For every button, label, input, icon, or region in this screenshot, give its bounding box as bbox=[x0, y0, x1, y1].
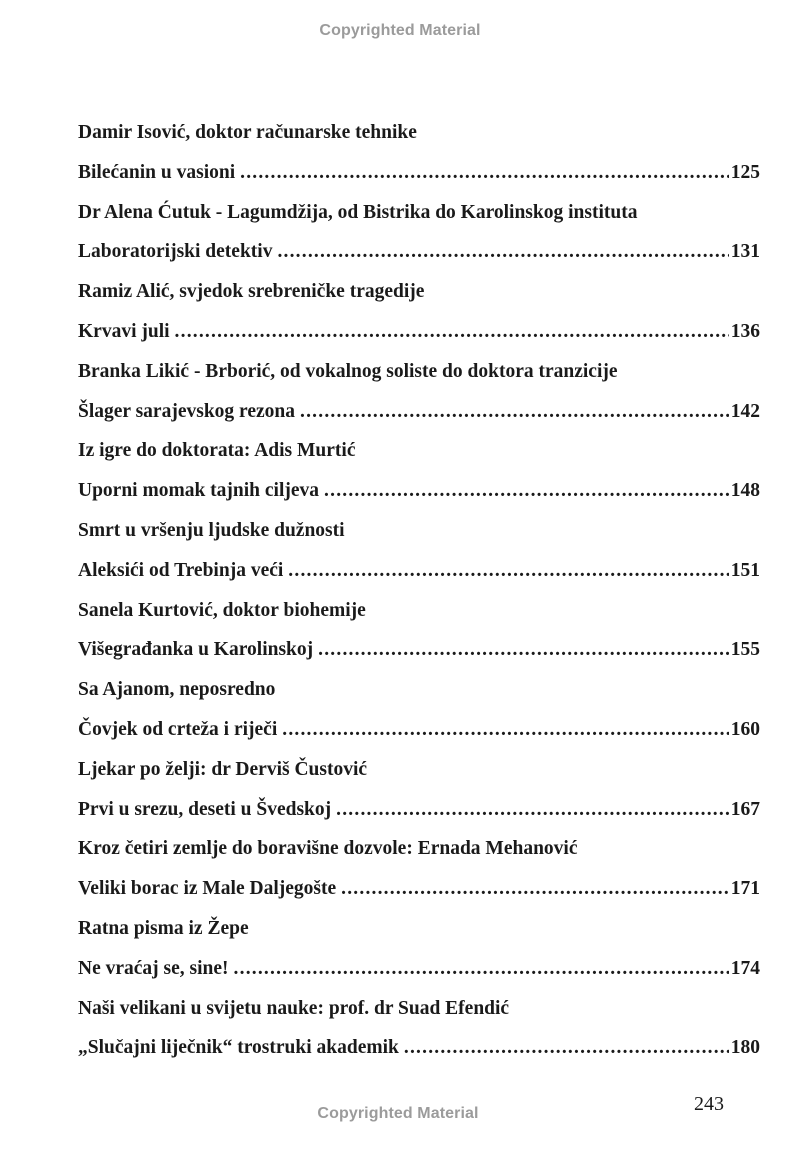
toc-entry-title-line bbox=[78, 312, 760, 352]
toc-entry-subtitle: Sanela Kurtović, doktor biohemije bbox=[78, 599, 366, 621]
toc-entry-subtitle: Ljekar po želji: dr Derviš Čustović bbox=[78, 758, 368, 780]
dot-leader bbox=[277, 232, 728, 272]
toc-entry-subtitle: Naši velikani u svijetu nauke: prof. dr Suad Efendić bbox=[78, 997, 510, 1019]
toc-entry-title-line bbox=[78, 471, 760, 511]
dot-leader bbox=[234, 949, 729, 989]
toc-entry-title-line bbox=[78, 710, 760, 750]
dot-leader bbox=[288, 551, 728, 591]
toc-entry-title-line bbox=[78, 630, 760, 670]
toc-entry-title-line bbox=[78, 232, 760, 272]
toc-entry-subtitle: Ramiz Alić, svjedok srebreničke tragedije bbox=[78, 281, 425, 303]
toc-entry-page: 148 bbox=[730, 480, 760, 502]
toc-entry bbox=[78, 113, 760, 193]
toc-entry bbox=[78, 272, 760, 352]
dot-leader bbox=[175, 312, 729, 352]
toc-entry-page: 131 bbox=[730, 241, 760, 263]
toc-entry bbox=[78, 750, 760, 830]
toc-entry-title: Uporni momak tajnih ciljeva bbox=[78, 480, 320, 502]
toc-entry-title: Veliki borac iz Male Daljegošte bbox=[78, 878, 337, 900]
toc-entry-subtitle: Kroz četiri zemlje do boravišne dozvole: Ernada Mehanović bbox=[78, 838, 578, 860]
toc-entry-page: 125 bbox=[730, 161, 760, 183]
toc-entry-title-line bbox=[78, 949, 760, 989]
dot-leader bbox=[318, 630, 729, 670]
toc-entry-page: 151 bbox=[730, 559, 760, 581]
dot-leader bbox=[282, 710, 729, 750]
dot-leader bbox=[336, 790, 729, 830]
toc-entry-title: Prvi u srezu, deseti u Švedskoj bbox=[78, 798, 332, 820]
toc-entry-page: 136 bbox=[730, 320, 760, 342]
toc-entry-subtitle: Smrt u vršenju ljudske dužnosti bbox=[78, 519, 345, 541]
toc-entry-page: 167 bbox=[730, 798, 760, 820]
table-of-contents bbox=[78, 113, 760, 1068]
toc-entry-page: 142 bbox=[730, 400, 760, 422]
toc-entry-subtitle: Sa Ajanom, neposredno bbox=[78, 679, 276, 701]
toc-entry-title: Ne vraćaj se, sine! bbox=[78, 957, 229, 979]
toc-entry-title: Aleksići od Trebinja veći bbox=[78, 559, 284, 581]
toc-entry-page: 171 bbox=[730, 878, 760, 900]
toc-entry-subtitle: Iz igre do doktorata: Adis Murtić bbox=[78, 440, 356, 462]
toc-entry-page: 180 bbox=[730, 1037, 760, 1059]
toc-entry-page: 155 bbox=[730, 639, 760, 661]
toc-entry-title: Bilećanin u vasioni bbox=[78, 161, 236, 183]
dot-leader bbox=[404, 1028, 729, 1068]
toc-entry bbox=[78, 829, 760, 909]
dot-leader bbox=[300, 392, 729, 432]
dot-leader bbox=[324, 471, 729, 511]
dot-leader bbox=[341, 869, 729, 909]
toc-entry-title: Čovjek od crteža i riječi bbox=[78, 718, 278, 740]
toc-entry-subtitle: Damir Isović, doktor računarske tehnike bbox=[78, 122, 417, 143]
toc-entry-subtitle: Branka Likić - Brborić, od vokalnog soliste do doktora tranzicije bbox=[78, 360, 618, 382]
toc-entry-title-line bbox=[78, 551, 760, 591]
copyright-watermark-bottom: Copyrighted Material bbox=[317, 1105, 479, 1122]
toc-entry bbox=[78, 511, 760, 591]
toc-entry-title-line bbox=[78, 392, 760, 432]
page-number: 243 bbox=[694, 1093, 724, 1115]
copyright-watermark-top: Copyrighted Material bbox=[319, 22, 481, 39]
toc-entry bbox=[78, 989, 760, 1069]
toc-entry-title-line bbox=[78, 790, 760, 830]
toc-entry-title-line bbox=[78, 1028, 760, 1068]
toc-entry bbox=[78, 591, 760, 671]
toc-entry-subtitle: Dr Alena Ćutuk - Lagumdžija, od Bistrika do Karolinskog instituta bbox=[78, 201, 638, 223]
toc-entry bbox=[78, 352, 760, 432]
toc-entry bbox=[78, 909, 760, 989]
toc-entry-subtitle: Ratna pisma iz Žepe bbox=[78, 917, 249, 939]
toc-entry-title-line bbox=[78, 869, 760, 909]
toc-entry-page: 174 bbox=[730, 957, 760, 979]
toc-entry-title: „Slučajni liječnik“ trostruki akademik bbox=[78, 1037, 399, 1059]
toc-entry-title: Šlager sarajevskog rezona bbox=[78, 400, 296, 422]
toc-entry-title: Laboratorijski detektiv bbox=[78, 241, 273, 263]
toc-entry-title: Krvavi juli bbox=[78, 320, 170, 342]
toc-entry bbox=[78, 431, 760, 511]
toc-entry bbox=[78, 670, 760, 750]
toc-entry bbox=[78, 193, 760, 273]
toc-entry-title-line bbox=[78, 153, 760, 193]
toc-entry-title: Višegrađanka u Karolinskoj bbox=[78, 639, 314, 661]
dot-leader bbox=[240, 153, 729, 193]
toc-entry-page: 160 bbox=[730, 718, 760, 740]
